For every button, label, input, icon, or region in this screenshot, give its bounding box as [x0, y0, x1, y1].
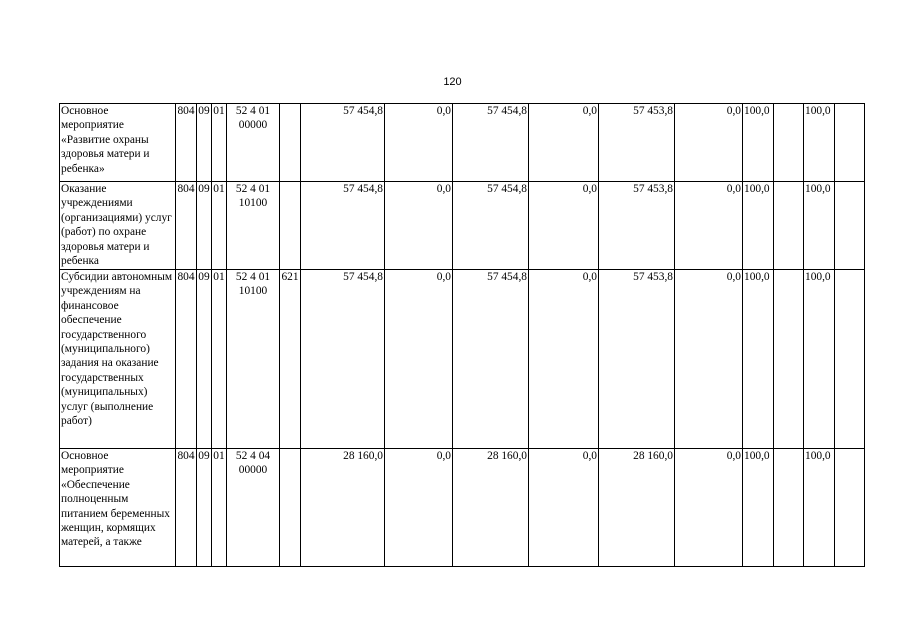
target-article-code: 52 4 04 00000	[227, 449, 280, 567]
amount-5: 57 453,8	[599, 270, 675, 449]
section-code: 09	[197, 182, 212, 270]
amount-2: 0,0	[385, 270, 453, 449]
amount-5: 57 453,8	[599, 104, 675, 182]
row-name: Основное мероприятие «Обеспечение полноценным питанием беременных женщин, кормящих матерей, а также	[60, 449, 176, 567]
amount-3: 57 454,8	[453, 270, 529, 449]
amount-1: 57 454,8	[301, 104, 385, 182]
expense-type-code	[280, 449, 301, 567]
percent-1: 100,0	[743, 449, 774, 567]
expense-type-code: 621	[280, 270, 301, 449]
percent-2	[774, 449, 804, 567]
subsection-code: 01	[212, 270, 227, 449]
percent-3: 100,0	[804, 449, 835, 567]
amount-3: 57 454,8	[453, 104, 529, 182]
subsection-code: 01	[212, 182, 227, 270]
percent-2	[774, 182, 804, 270]
percent-4	[835, 182, 865, 270]
amount-3: 57 454,8	[453, 182, 529, 270]
amount-1: 57 454,8	[301, 270, 385, 449]
amount-4: 0,0	[529, 270, 599, 449]
percent-3: 100,0	[804, 182, 835, 270]
grbs-code: 804	[176, 104, 197, 182]
grbs-code: 804	[176, 182, 197, 270]
grbs-code: 804	[176, 449, 197, 567]
percent-4	[835, 104, 865, 182]
section-code: 09	[197, 104, 212, 182]
percent-1: 100,0	[743, 182, 774, 270]
percent-2	[774, 104, 804, 182]
section-code: 09	[197, 449, 212, 567]
amount-4: 0,0	[529, 104, 599, 182]
target-article-code: 52 4 01 00000	[227, 104, 280, 182]
amount-6: 0,0	[675, 104, 743, 182]
percent-4	[835, 270, 865, 449]
table-row	[60, 270, 865, 449]
expense-type-code	[280, 104, 301, 182]
row-name: Основное мероприятие «Развитие охраны здоровья матери и ребенка»	[60, 104, 176, 182]
amount-4: 0,0	[529, 449, 599, 567]
expense-type-code	[280, 182, 301, 270]
amount-6: 0,0	[675, 270, 743, 449]
amount-3: 28 160,0	[453, 449, 529, 567]
row-name: Оказание учреждениями (организациями) услуг (работ) по охране здоровья матери и ребенка	[60, 182, 176, 270]
amount-2: 0,0	[385, 104, 453, 182]
grbs-code: 804	[176, 270, 197, 449]
amount-1: 28 160,0	[301, 449, 385, 567]
table-row	[60, 449, 865, 567]
table-row	[60, 104, 865, 182]
page-number: 120	[443, 76, 462, 88]
amount-5: 28 160,0	[599, 449, 675, 567]
amount-2: 0,0	[385, 449, 453, 567]
target-article-code: 52 4 01 10100	[227, 270, 280, 449]
percent-2	[774, 270, 804, 449]
target-article-code: 52 4 01 10100	[227, 182, 280, 270]
percent-1: 100,0	[743, 270, 774, 449]
amount-4: 0,0	[529, 182, 599, 270]
table-row	[60, 182, 865, 270]
row-name: Субсидии автономным учреждениям на финансовое обеспечение государственного (муниципального) задания на оказание государственных (муниципальных) услуг (выполнение работ)	[60, 270, 176, 449]
section-code: 09	[197, 270, 212, 449]
amount-6: 0,0	[675, 182, 743, 270]
amount-1: 57 454,8	[301, 182, 385, 270]
percent-1: 100,0	[743, 104, 774, 182]
subsection-code: 01	[212, 104, 227, 182]
budget-table	[59, 103, 865, 567]
amount-2: 0,0	[385, 182, 453, 270]
amount-6: 0,0	[675, 449, 743, 567]
percent-4	[835, 449, 865, 567]
subsection-code: 01	[212, 449, 227, 567]
percent-3: 100,0	[804, 104, 835, 182]
percent-3: 100,0	[804, 270, 835, 449]
amount-5: 57 453,8	[599, 182, 675, 270]
